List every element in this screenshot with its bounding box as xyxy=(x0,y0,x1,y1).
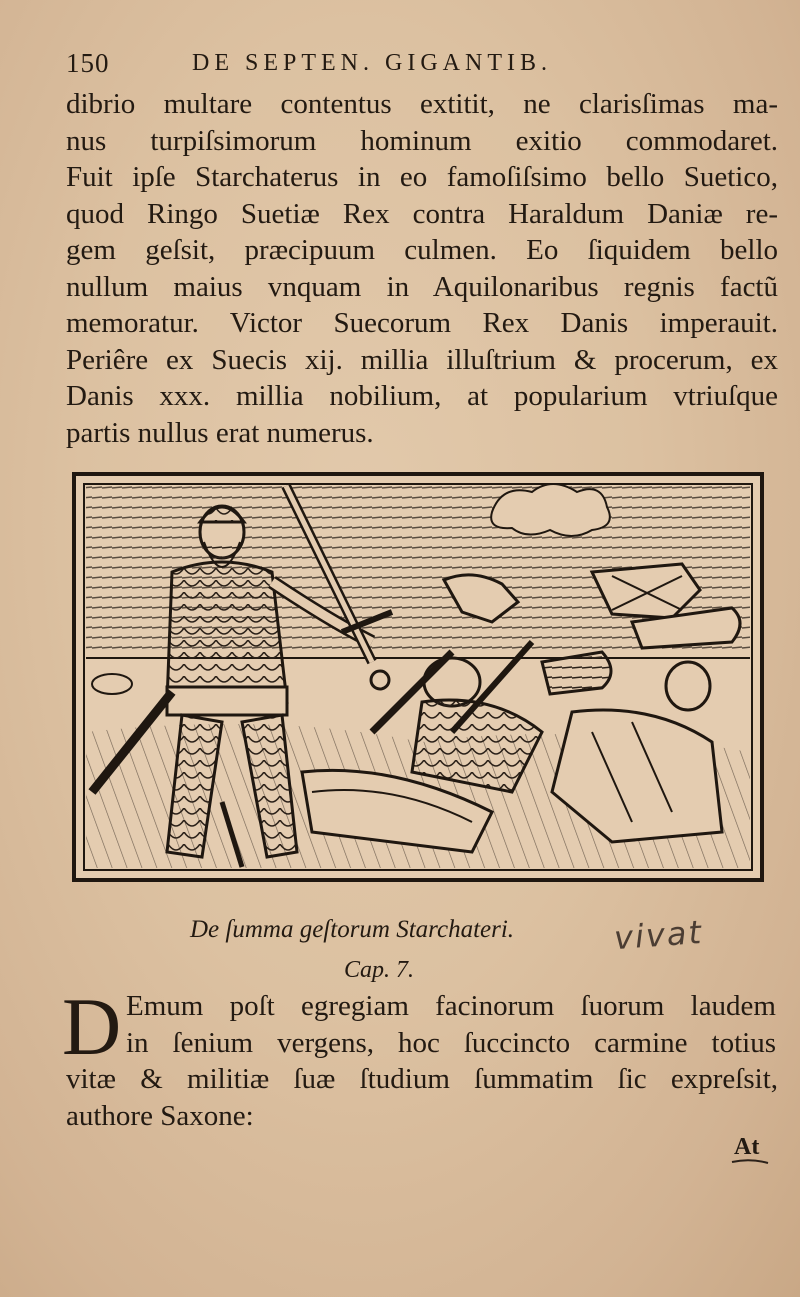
top-paragraph xyxy=(66,86,778,451)
second-paragraph xyxy=(66,1061,778,1134)
text-line: nullum maius vnquam in Aquilonaribus regnis factũ xyxy=(66,270,778,303)
running-title: DE SEPTEN. GIGANTIB. xyxy=(192,50,552,76)
chapter-caption: De ſumma geſtorum Starchateri. xyxy=(190,916,515,943)
text-line: authore Saxone: xyxy=(66,1099,254,1132)
text-line: dibrio multare contentus extitit, ne clarisſimas ma- xyxy=(66,88,778,120)
text-line: Danis xxx. millia nobilium, at popularium vtriuſque xyxy=(66,380,778,412)
text-line: Periêre ex Suecis xij. millia illuſtrium & procerum, ex xyxy=(66,343,778,376)
text-line: Fuit ipſe Starchaterus in eo famoſiſsimo bello Suetico, xyxy=(66,161,778,193)
woodcut-illustration xyxy=(72,472,764,882)
catchword: At xyxy=(734,1134,760,1160)
text-line: partis nullus erat numerus. xyxy=(66,416,374,449)
page-header xyxy=(66,48,776,88)
text-line: memoratur. Victor Suecorum Rex Danis imperauit. xyxy=(66,307,778,339)
text-line: quod Ringo Suetiæ Rex contra Haraldum Daniæ re- xyxy=(66,197,778,230)
text-line: nus turpiſsimorum hominum exitio commodaret. xyxy=(66,124,778,157)
chapter-number: Cap. 7. xyxy=(344,957,415,983)
text-line: gem geſsit, præcipuum culmen. Eo ſiquidem bello xyxy=(66,234,778,266)
text-line: in ſenium vergens, hoc ſuccincto carmine totius xyxy=(126,1026,776,1059)
text-line: vitæ & militiæ ſuæ ſtudium ſummatim ſic expreſsit, xyxy=(66,1063,778,1095)
pen-underline-mark xyxy=(730,1156,770,1166)
second-paragraph-indented xyxy=(126,988,776,1061)
page-number: 150 xyxy=(66,48,110,78)
drop-cap: D xyxy=(62,981,122,1072)
text-line: Emum poſt egregiam facinorum ſuorum laudem xyxy=(126,990,776,1022)
handwritten-annotation: vivat xyxy=(612,912,705,958)
